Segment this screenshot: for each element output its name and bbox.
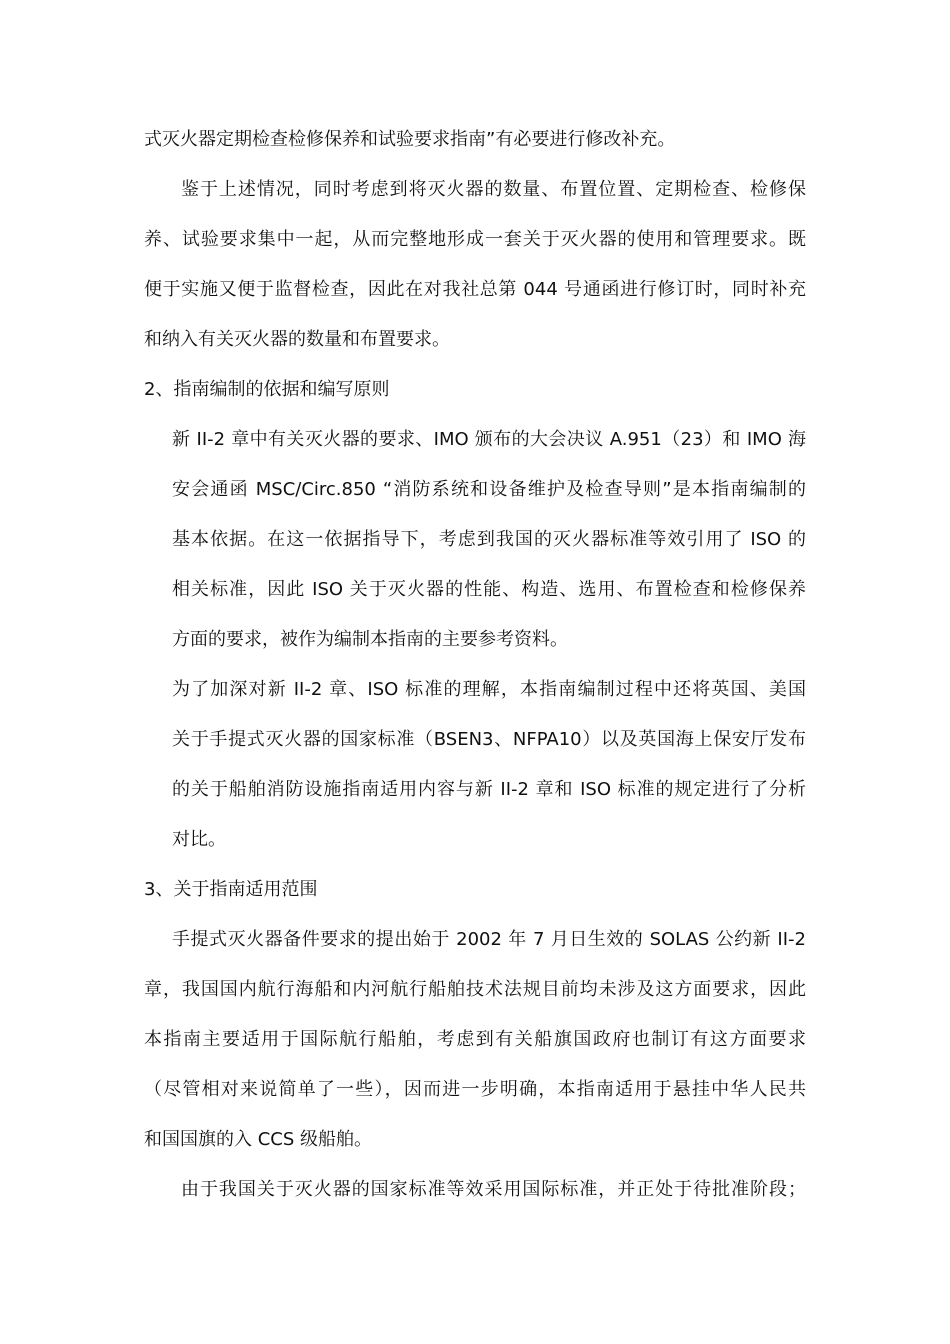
paragraph-line: 的关于船舶消防设施指南适用内容与新 II-2 章和 ISO 标准的规定进行了分析 — [172, 779, 806, 800]
paragraph-line: 关于手提式灭火器的国家标准（BSEN3、NFPA10）以及英国海上保安厅发布 — [172, 729, 806, 750]
section-heading: 2、指南编制的依据和编写原则 — [144, 379, 390, 400]
paragraph-line: 养、试验要求集中一起，从而完整地形成一套关于灭火器的使用和管理要求。既 — [144, 229, 806, 250]
paragraph-line: 方面的要求，被作为编制本指南的主要参考资料。 — [172, 629, 568, 650]
paragraph-line: 由于我国关于灭火器的国家标准等效采用国际标准，并正处于待批准阶段； — [181, 1179, 806, 1200]
paragraph-line: 本指南主要适用于国际航行船舶，考虑到有关船旗国政府也制订有这方面要求 — [144, 1029, 806, 1050]
paragraph-line: 式灭火器定期检查检修保养和试验要求指南”有必要进行修改补充。 — [144, 129, 676, 150]
paragraph-line: 相关标准，因此 ISO 关于灭火器的性能、构造、选用、布置检查和检修保养 — [172, 579, 806, 600]
paragraph-line: 基本依据。在这一依据指导下，考虑到我国的灭火器标准等效引用了 ISO 的 — [172, 529, 806, 550]
paragraph-line: 章，我国国内航行海船和内河航行船舶技术法规目前均未涉及这方面要求，因此 — [144, 979, 806, 1000]
paragraph-line: （尽管相对来说简单了一些），因而进一步明确，本指南适用于悬挂中华人民共 — [144, 1079, 806, 1100]
section-heading: 3、关于指南适用范围 — [144, 879, 318, 900]
paragraph-line: 安会通函 MSC/Circ.850 “消防系统和设备维护及检查导则”是本指南编制的 — [172, 479, 806, 500]
paragraph-line: 为了加深对新 II-2 章、ISO 标准的理解，本指南编制过程中还将英国、美国 — [172, 679, 806, 700]
paragraph-line: 对比。 — [172, 829, 226, 850]
paragraph-line: 新 II-2 章中有关灭火器的要求、IMO 颁布的大会决议 A.951（23）和 IMO 海 — [172, 429, 806, 450]
paragraph-line: 和国国旗的入 CCS 级船舶。 — [144, 1129, 373, 1150]
paragraph-line: 鉴于上述情况，同时考虑到将灭火器的数量、布置位置、定期检查、检修保 — [181, 179, 806, 200]
paragraph-line: 便于实施又便于监督检查，因此在对我社总第 044 号通函进行修订时，同时补充 — [144, 279, 806, 300]
paragraph-line: 和纳入有关灭火器的数量和布置要求。 — [144, 329, 450, 350]
paragraph-line: 手提式灭火器备件要求的提出始于 2002 年 7 月日生效的 SOLAS 公约新 II-2 — [172, 929, 806, 950]
